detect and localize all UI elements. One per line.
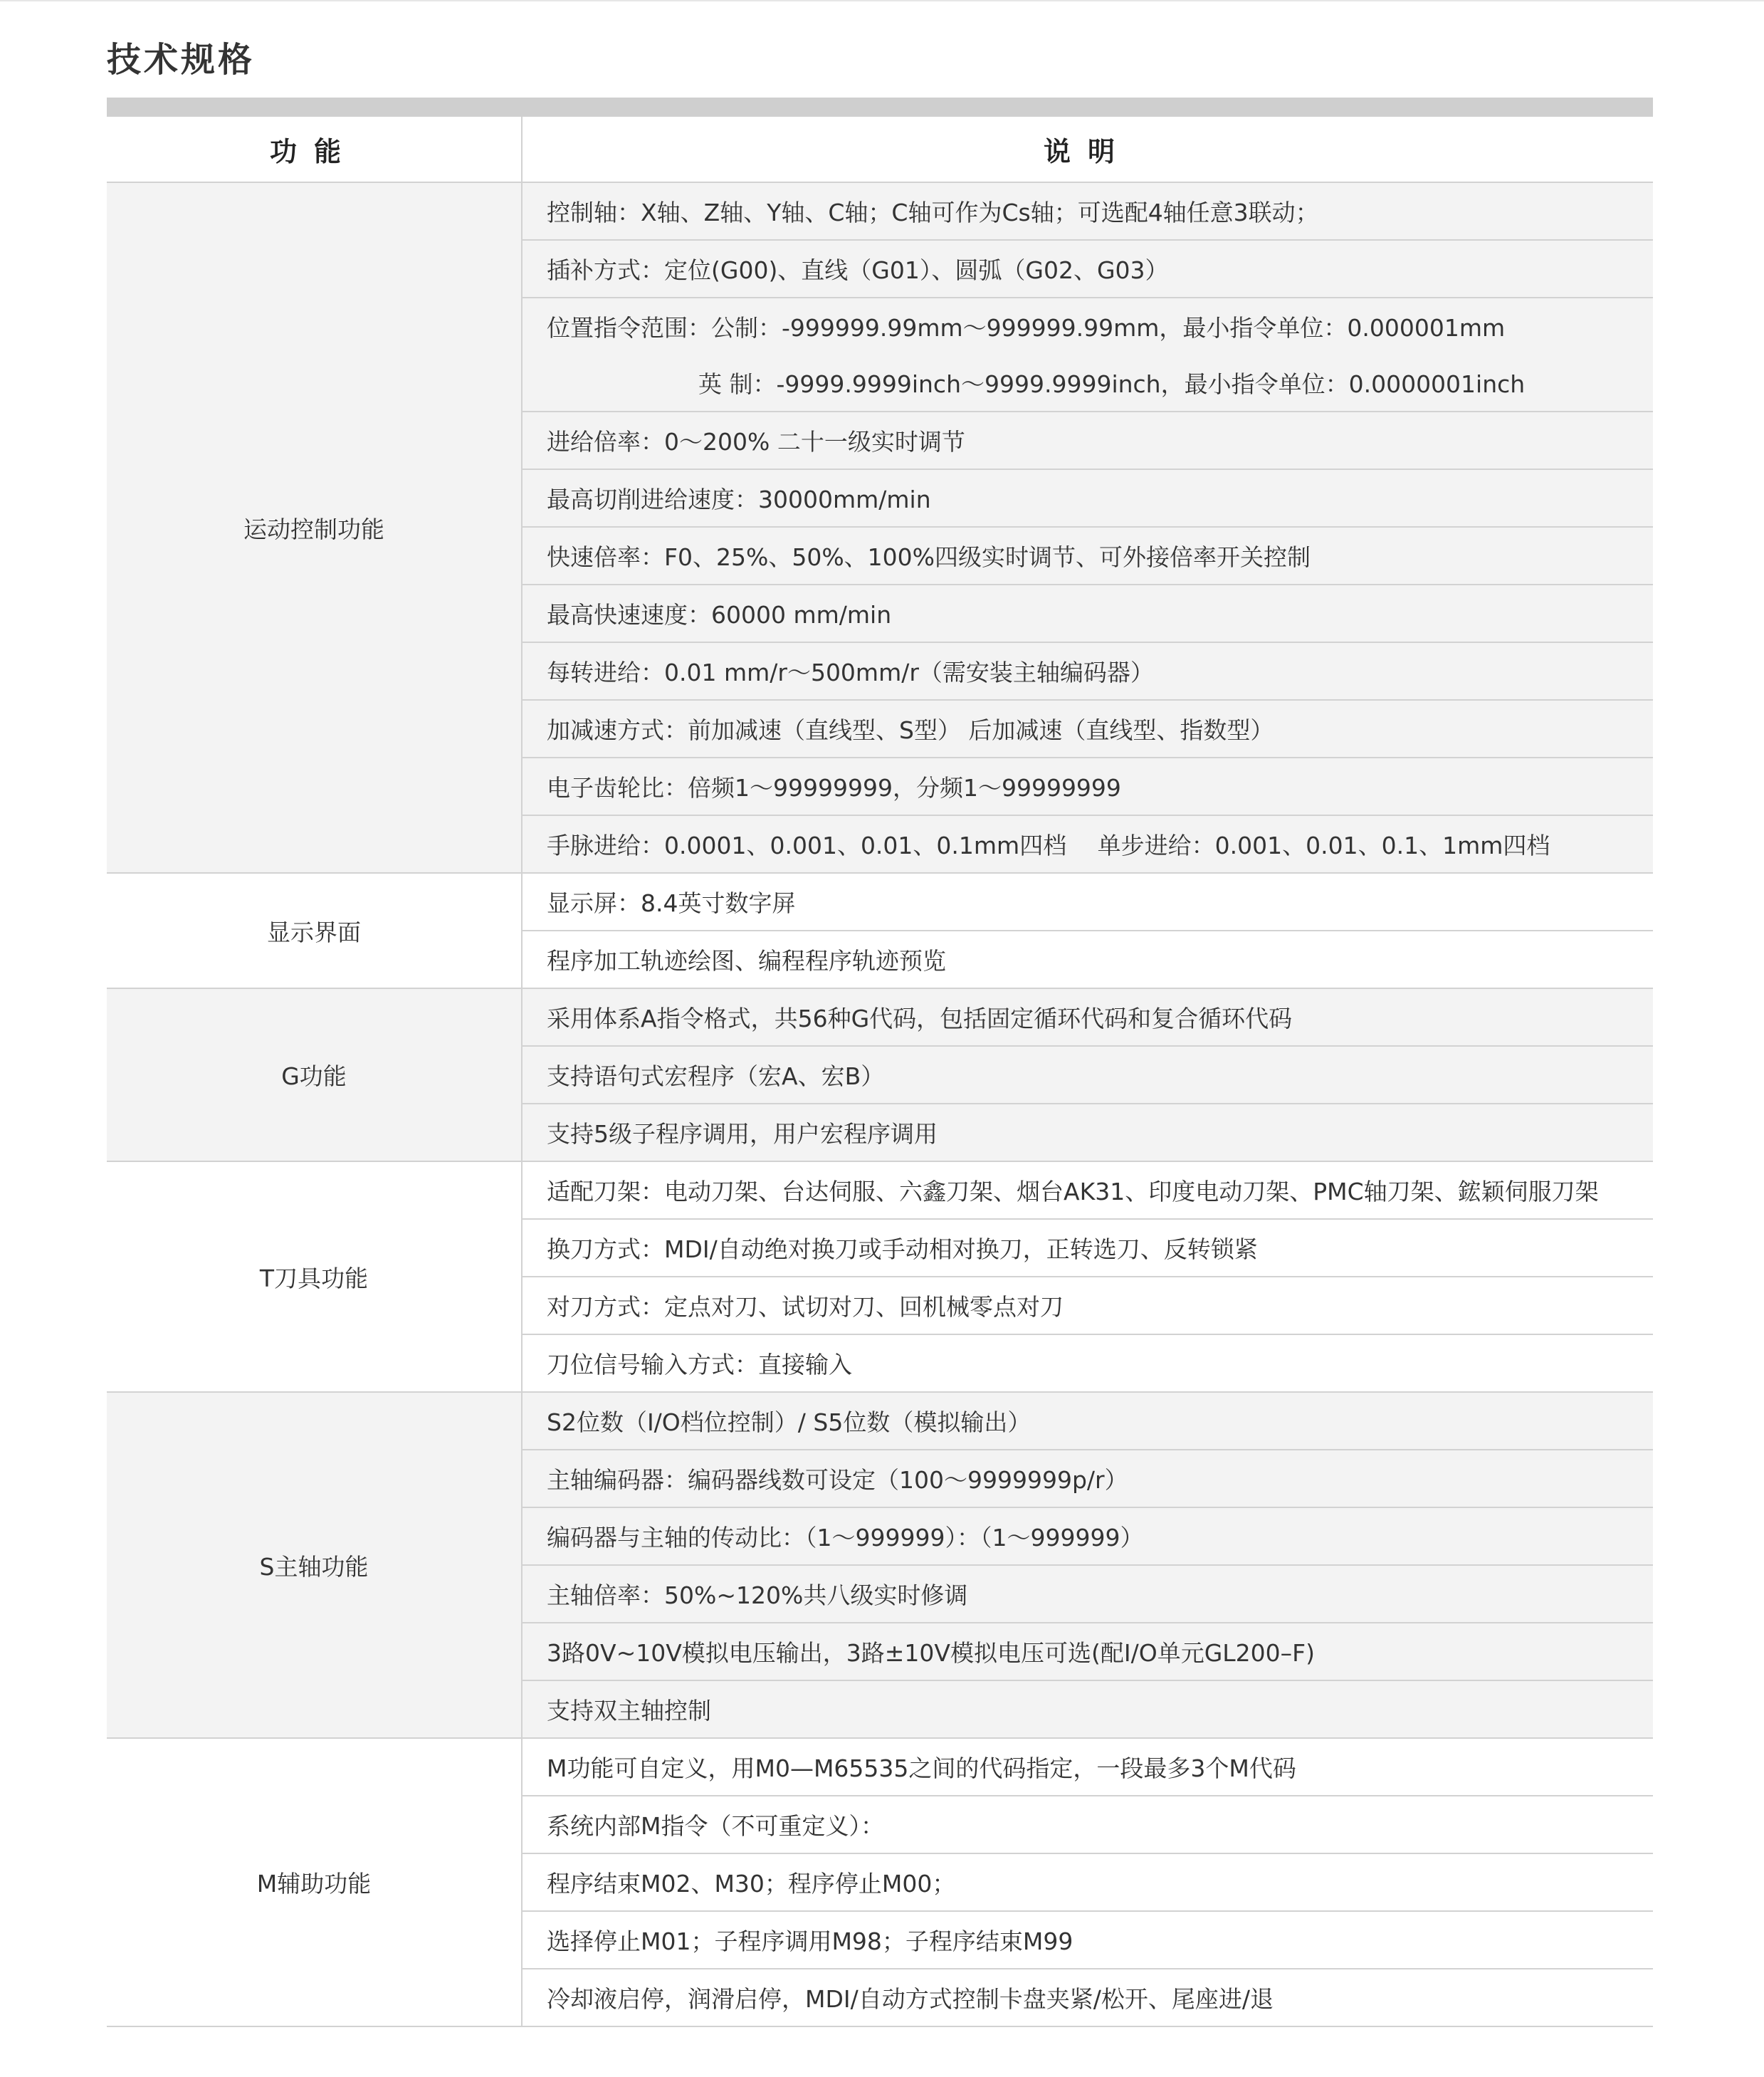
description-cell: 采用体系A指令格式，共56种G代码，包括固定循环代码和复合循环代码 bbox=[522, 988, 1653, 1046]
table-row bbox=[107, 1738, 1653, 1796]
description-cell: 手脉进给：0.0001、0.001、0.01、0.1mm四档 单步进给：0.001、0.01、0.1、1mm四档 bbox=[522, 815, 1653, 873]
description-cell: 3路0V~10V模拟电压输出，3路±10V模拟电压可选(配I/O单元GL200–F) bbox=[522, 1623, 1653, 1680]
title-bar bbox=[107, 98, 1653, 117]
description-cell: 快速倍率：F0、25%、50%、100%四级实时调节、可外接倍率开关控制 bbox=[522, 527, 1653, 585]
top-divider bbox=[0, 0, 1764, 1]
function-cell: S主轴功能 bbox=[107, 1392, 522, 1738]
description-cell: 显示屏：8.4英寸数字屏 bbox=[522, 873, 1653, 931]
spec-table bbox=[107, 117, 1653, 2027]
description-cell: 刀位信号输入方式：直接输入 bbox=[522, 1334, 1653, 1392]
description-cell: 控制轴：X轴、Z轴、Y轴、C轴；C轴可作为Cs轴；可选配4轴任意3联动； bbox=[522, 182, 1653, 240]
description-cell: 对刀方式：定点对刀、试切对刀、回机械零点对刀 bbox=[522, 1277, 1653, 1334]
description-cell: 换刀方式：MDI/自动绝对换刀或手动相对换刀，正转选刀、反转锁紧 bbox=[522, 1219, 1653, 1277]
description-cell: S2位数（I/O档位控制）/ S5位数（模拟输出） bbox=[522, 1392, 1653, 1450]
description-cell: 系统内部M指令（不可重定义）： bbox=[522, 1796, 1653, 1853]
description-cell: 程序结束M02、M30；程序停止M00； bbox=[522, 1853, 1653, 1911]
description-cell: 最高快速速度：60000 mm/min bbox=[522, 585, 1653, 642]
function-cell: T刀具功能 bbox=[107, 1161, 522, 1392]
description-cell: 选择停止M01；子程序调用M98；子程序结束M99 bbox=[522, 1911, 1653, 1969]
description-cell: 每转进给：0.01 mm/r～500mm/r（需安装主轴编码器） bbox=[522, 642, 1653, 700]
description-cell: 位置指令范围：公制：-999999.99mm～999999.99mm，最小指令单位：0.000001mm bbox=[522, 298, 1653, 355]
table-row bbox=[107, 988, 1653, 1046]
function-cell: G功能 bbox=[107, 988, 522, 1161]
table-header-row bbox=[107, 117, 1653, 182]
function-cell: M辅助功能 bbox=[107, 1738, 522, 2026]
description-cell: 进给倍率：0～200% 二十一级实时调节 bbox=[522, 412, 1653, 469]
header-function: 功能 bbox=[107, 117, 522, 182]
page-title: 技术规格 bbox=[107, 40, 256, 80]
description-cell: 支持5级子程序调用，用户宏程序调用 bbox=[522, 1104, 1653, 1161]
description-cell: 程序加工轨迹绘图、编程程序轨迹预览 bbox=[522, 931, 1653, 988]
table-row bbox=[107, 873, 1653, 931]
description-cell: 支持双主轴控制 bbox=[522, 1680, 1653, 1738]
description-cell: 插补方式：定位(G00)、直线（G01）、圆弧（G02、G03） bbox=[522, 240, 1653, 298]
description-cell: 电子齿轮比：倍频1～99999999，分频1～99999999 bbox=[522, 758, 1653, 815]
function-cell: 显示界面 bbox=[107, 873, 522, 988]
description-cell: 冷却液启停，润滑启停，MDI/自动方式控制卡盘夹紧/松开、尾座进/退 bbox=[522, 1969, 1653, 2026]
function-cell: 运动控制功能 bbox=[107, 182, 522, 873]
description-cell: 主轴编码器：编码器线数可设定（100～9999999p/r） bbox=[522, 1450, 1653, 1507]
table-row bbox=[107, 1161, 1653, 1219]
table-row bbox=[107, 182, 1653, 240]
description-cell: 最高切削进给速度：30000mm/min bbox=[522, 469, 1653, 527]
description-cell: 支持语句式宏程序（宏A、宏B） bbox=[522, 1046, 1653, 1104]
header-description: 说明 bbox=[522, 117, 1653, 182]
description-cell: 编码器与主轴的传动比：（1～999999）：（1～999999） bbox=[522, 1507, 1653, 1565]
description-cell: 主轴倍率：50%~120%共八级实时修调 bbox=[522, 1565, 1653, 1623]
description-cell: 加减速方式：前加减速（直线型、S型） 后加减速（直线型、指数型） bbox=[522, 700, 1653, 758]
description-cell: M功能可自定义，用M0—M65535之间的代码指定，一段最多3个M代码 bbox=[522, 1738, 1653, 1796]
spec-body bbox=[107, 182, 1653, 2026]
table-row bbox=[107, 1392, 1653, 1450]
description-cell: 英 制：-9999.9999inch～9999.9999inch，最小指令单位：0.0000001inch bbox=[522, 355, 1653, 412]
description-cell: 适配刀架：电动刀架、台达伺服、六鑫刀架、烟台AK31、印度电动刀架、PMC轴刀架、鋐颖伺服刀架 bbox=[522, 1161, 1653, 1219]
